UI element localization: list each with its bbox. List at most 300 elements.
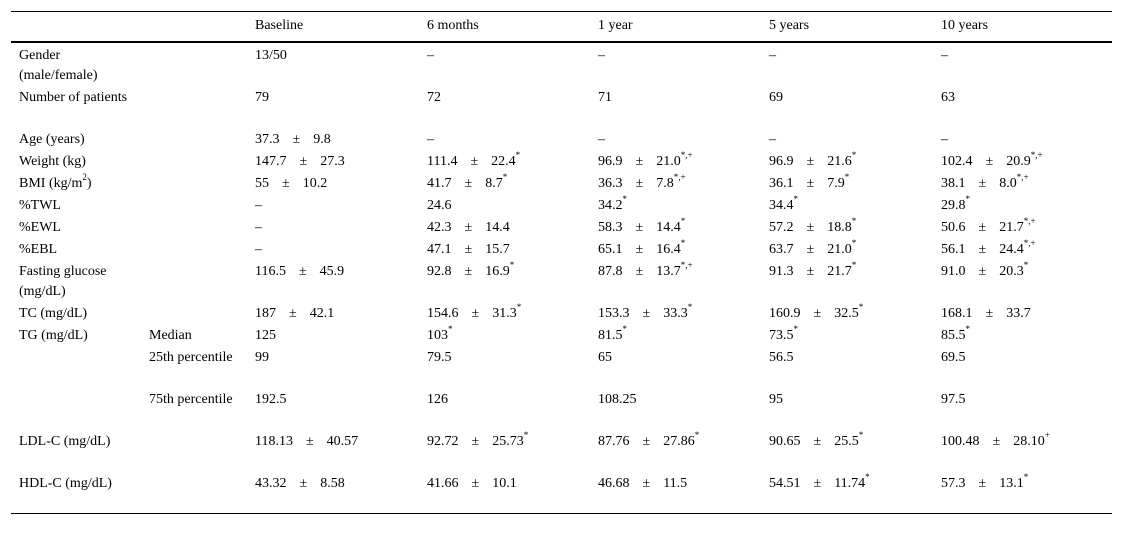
cell-mean: 116.5 bbox=[255, 263, 286, 279]
plus-minus-sign: ± bbox=[806, 219, 815, 235]
row-label-text: TG (mg/dL) bbox=[19, 327, 88, 343]
cell-6-months bbox=[419, 194, 590, 216]
cell-baseline bbox=[247, 430, 419, 472]
significance-marker: *,+ bbox=[1030, 149, 1043, 160]
cell-mean: 50.6 bbox=[941, 219, 966, 235]
row-sublabel bbox=[141, 216, 247, 238]
header-cell-sub bbox=[141, 12, 247, 42]
cell-mean: 36.1 bbox=[769, 175, 794, 191]
row-label bbox=[11, 472, 141, 514]
row-label-text: Fasting glucose (mg/dL) bbox=[19, 263, 107, 299]
plus-minus-sign: ± bbox=[806, 175, 815, 191]
row-label bbox=[11, 150, 141, 172]
cell-baseline bbox=[247, 194, 419, 216]
plus-minus-sign: ± bbox=[470, 153, 479, 169]
cell-mean: 187 bbox=[255, 305, 276, 321]
significance-marker: * bbox=[858, 429, 864, 440]
cell-value: 13/50 bbox=[255, 47, 287, 63]
cell-value: – bbox=[769, 47, 776, 63]
cell-value: 97.5 bbox=[941, 391, 966, 407]
cell-baseline bbox=[247, 388, 419, 430]
cell-mean: 91.0 bbox=[941, 263, 966, 279]
cell-mean: 147.7 bbox=[255, 153, 287, 169]
cell-sd: 10.2 bbox=[302, 175, 328, 191]
row-label bbox=[11, 324, 141, 346]
cell-1-year bbox=[590, 302, 761, 324]
significance-marker: * bbox=[865, 471, 870, 482]
row-label bbox=[11, 216, 141, 238]
cell-value: 85.5 bbox=[941, 327, 966, 343]
table-row bbox=[11, 430, 1112, 472]
cell-mean: 111.4 bbox=[427, 153, 458, 169]
cell-10-years bbox=[933, 194, 1112, 216]
cell-6-months bbox=[419, 346, 590, 388]
significance-marker: * bbox=[793, 193, 798, 204]
header-cell-label bbox=[11, 12, 141, 42]
cell-mean: 38.1 bbox=[941, 175, 966, 191]
plus-minus-sign: ± bbox=[635, 241, 644, 257]
cell-baseline bbox=[247, 238, 419, 260]
cell-10-years bbox=[933, 472, 1112, 514]
cell-sd: 7.8 bbox=[656, 175, 674, 191]
cell-sd: 16.9 bbox=[485, 263, 510, 279]
significance-marker: *,+ bbox=[1016, 171, 1029, 182]
cell-value: 108.25 bbox=[598, 391, 637, 407]
plus-minus-sign: ± bbox=[464, 219, 473, 235]
cell-1-year bbox=[590, 346, 761, 388]
plus-minus-sign: ± bbox=[299, 475, 308, 491]
cell-5-years bbox=[761, 472, 933, 514]
cell-sd: 7.9 bbox=[827, 175, 845, 191]
plus-minus-sign: ± bbox=[806, 263, 815, 279]
header-cell-6-months: 6 months bbox=[427, 18, 479, 34]
significance-marker: * bbox=[851, 259, 857, 270]
significance-marker: * bbox=[851, 215, 857, 226]
table-row bbox=[11, 172, 1112, 194]
plus-minus-sign: ± bbox=[292, 131, 301, 147]
cell-value: 34.4 bbox=[769, 197, 794, 213]
cell-1-year bbox=[590, 430, 761, 472]
plus-minus-sign: ± bbox=[813, 475, 822, 491]
plus-minus-sign: ± bbox=[464, 241, 473, 257]
cell-1-year bbox=[590, 238, 761, 260]
cell-5-years bbox=[761, 150, 933, 172]
cell-1-year bbox=[590, 388, 761, 430]
cell-value: 56.5 bbox=[769, 349, 794, 365]
row-label-text: %EBL bbox=[19, 241, 58, 257]
row-sublabel bbox=[141, 128, 247, 150]
plus-minus-sign: ± bbox=[464, 263, 473, 279]
row-label-text: Age (years) bbox=[19, 131, 85, 147]
row-label bbox=[11, 172, 141, 194]
row-label-text: Gender (male/female) bbox=[19, 47, 98, 83]
row-label bbox=[11, 346, 141, 388]
cell-mean: 47.1 bbox=[427, 241, 452, 257]
header-cell-1-year: 1 year bbox=[598, 18, 633, 34]
cell-sd: 14.4 bbox=[656, 219, 681, 235]
cell-sd: 28.10 bbox=[1013, 433, 1045, 449]
row-label-text: %TWL bbox=[19, 197, 61, 213]
significance-marker: * bbox=[448, 323, 453, 334]
cell-sd: 20.9 bbox=[1006, 153, 1031, 169]
cell-value: 125 bbox=[255, 327, 276, 343]
row-label-superscript: 2 bbox=[82, 171, 87, 182]
cell-10-years bbox=[933, 260, 1112, 302]
cell-1-year bbox=[590, 216, 761, 238]
cell-sd: 27.3 bbox=[320, 153, 345, 169]
cell-mean: 154.6 bbox=[427, 305, 459, 321]
significance-marker: *,+ bbox=[680, 149, 693, 160]
table-row bbox=[11, 128, 1112, 150]
significance-marker: * bbox=[509, 259, 515, 270]
plus-minus-sign: ± bbox=[282, 175, 290, 191]
table-row bbox=[11, 86, 1112, 128]
cell-value: 69 bbox=[769, 89, 783, 105]
cell-mean: 102.4 bbox=[941, 153, 973, 169]
plus-minus-sign: ± bbox=[813, 305, 822, 321]
plus-minus-sign: ± bbox=[635, 263, 644, 279]
cell-mean: 87.76 bbox=[598, 433, 630, 449]
plus-minus-sign: ± bbox=[978, 219, 987, 235]
plus-minus-sign: ± bbox=[978, 241, 987, 257]
cell-baseline bbox=[247, 260, 419, 302]
cell-value: – bbox=[255, 197, 262, 213]
cell-mean: 54.51 bbox=[769, 475, 801, 491]
plus-minus-sign: ± bbox=[806, 241, 815, 257]
header-cell-5-years: 5 years bbox=[769, 18, 810, 34]
significance-marker: * bbox=[1023, 471, 1029, 482]
table-row bbox=[11, 194, 1112, 216]
cell-sd: 8.0 bbox=[999, 175, 1017, 191]
cell-baseline bbox=[247, 86, 419, 128]
row-sublabel bbox=[141, 472, 247, 514]
cell-value: – bbox=[255, 241, 262, 257]
cell-mean: 46.68 bbox=[598, 475, 630, 491]
cell-value: 79 bbox=[255, 89, 269, 105]
cell-value: – bbox=[769, 131, 776, 147]
cell-5-years bbox=[761, 172, 933, 194]
cell-5-years bbox=[761, 128, 933, 150]
cell-value: 24.6 bbox=[427, 197, 452, 213]
significance-marker: * bbox=[515, 149, 521, 160]
cell-mean: 96.9 bbox=[598, 153, 623, 169]
cell-6-months bbox=[419, 86, 590, 128]
row-sublabel bbox=[141, 302, 247, 324]
header-row bbox=[11, 12, 1112, 42]
plus-minus-sign: ± bbox=[806, 153, 815, 169]
plus-minus-sign: ± bbox=[985, 305, 994, 321]
plus-minus-sign: ± bbox=[978, 263, 987, 279]
table-row bbox=[11, 302, 1112, 324]
cell-sd: 13.7 bbox=[656, 263, 681, 279]
cell-mean: 57.3 bbox=[941, 475, 966, 491]
cell-mean: 118.13 bbox=[255, 433, 293, 449]
row-label bbox=[11, 128, 141, 150]
cell-sd: 14.4 bbox=[485, 219, 510, 235]
cell-sd: 9.8 bbox=[313, 131, 331, 147]
cell-sd: 10.1 bbox=[492, 475, 517, 491]
cell-mean: 87.8 bbox=[598, 263, 623, 279]
significance-marker: * bbox=[858, 301, 864, 312]
cell-6-months bbox=[419, 430, 590, 472]
cell-value: – bbox=[427, 131, 434, 147]
cell-value: 34.2 bbox=[598, 197, 623, 213]
row-sublabel bbox=[141, 172, 247, 194]
table-row bbox=[11, 346, 1112, 388]
cell-sd: 25.5 bbox=[834, 433, 859, 449]
plus-minus-sign: ± bbox=[471, 475, 480, 491]
cell-1-year bbox=[590, 324, 761, 346]
row-label bbox=[11, 86, 141, 128]
table-row bbox=[11, 260, 1112, 302]
plus-minus-sign: ± bbox=[642, 475, 651, 491]
cell-6-months bbox=[419, 302, 590, 324]
cell-10-years bbox=[933, 388, 1112, 430]
table-body bbox=[11, 42, 1112, 514]
cell-value: 103 bbox=[427, 327, 448, 343]
cell-mean: 100.48 bbox=[941, 433, 980, 449]
cell-baseline bbox=[247, 302, 419, 324]
significance-marker: * bbox=[851, 237, 857, 248]
cell-10-years bbox=[933, 128, 1112, 150]
cell-mean: 92.8 bbox=[427, 263, 452, 279]
data-table bbox=[11, 11, 1112, 514]
row-sublabel bbox=[141, 260, 247, 302]
row-sublabel: Median bbox=[149, 327, 192, 343]
cell-10-years bbox=[933, 430, 1112, 472]
cell-6-months bbox=[419, 216, 590, 238]
cell-mean: 91.3 bbox=[769, 263, 794, 279]
cell-5-years bbox=[761, 430, 933, 472]
cell-baseline bbox=[247, 42, 419, 86]
significance-marker: * bbox=[680, 237, 686, 248]
cell-6-months bbox=[419, 172, 590, 194]
cell-6-months bbox=[419, 260, 590, 302]
header-cell-10-years: 10 years bbox=[941, 18, 989, 34]
cell-baseline bbox=[247, 128, 419, 150]
row-label bbox=[11, 388, 141, 430]
cell-sd: 25.73 bbox=[492, 433, 524, 449]
cell-mean: 57.2 bbox=[769, 219, 794, 235]
cell-mean: 41.7 bbox=[427, 175, 452, 191]
cell-1-year bbox=[590, 260, 761, 302]
cell-mean: 43.32 bbox=[255, 475, 287, 491]
cell-mean: 90.65 bbox=[769, 433, 801, 449]
table-row bbox=[11, 324, 1112, 346]
row-label bbox=[11, 260, 141, 302]
plus-minus-sign: ± bbox=[635, 219, 644, 235]
cell-sd: 21.7 bbox=[999, 219, 1024, 235]
cell-10-years bbox=[933, 150, 1112, 172]
cell-sd: 13.1 bbox=[999, 475, 1024, 491]
cell-1-year bbox=[590, 86, 761, 128]
cell-sd: 8.58 bbox=[320, 475, 345, 491]
cell-value: – bbox=[941, 47, 948, 63]
cell-10-years bbox=[933, 238, 1112, 260]
plus-minus-sign: ± bbox=[642, 433, 651, 449]
cell-mean: 92.72 bbox=[427, 433, 459, 449]
row-label-text: TC (mg/dL) bbox=[19, 305, 88, 321]
cell-10-years bbox=[933, 324, 1112, 346]
table-row bbox=[11, 150, 1112, 172]
cell-1-year bbox=[590, 42, 761, 86]
cell-10-years bbox=[933, 346, 1112, 388]
significance-marker: *,+ bbox=[1023, 237, 1036, 248]
cell-sd: 45.9 bbox=[319, 263, 345, 279]
cell-sd: 33.3 bbox=[663, 305, 688, 321]
plus-minus-sign: ± bbox=[635, 175, 644, 191]
row-label-text: HDL-C (mg/dL) bbox=[19, 475, 112, 491]
cell-5-years bbox=[761, 388, 933, 430]
cell-mean: 96.9 bbox=[769, 153, 794, 169]
cell-baseline bbox=[247, 324, 419, 346]
significance-marker: * bbox=[680, 215, 686, 226]
table-row bbox=[11, 388, 1112, 430]
cell-6-months bbox=[419, 150, 590, 172]
cell-sd: 32.5 bbox=[834, 305, 859, 321]
significance-marker: * bbox=[622, 323, 627, 334]
cell-mean: 58.3 bbox=[598, 219, 623, 235]
cell-6-months bbox=[419, 128, 590, 150]
significance-marker: * bbox=[851, 149, 857, 160]
plus-minus-sign: ± bbox=[464, 175, 473, 191]
row-label bbox=[11, 194, 141, 216]
cell-sd: 15.7 bbox=[485, 241, 510, 257]
cell-value: 81.5 bbox=[598, 327, 623, 343]
plus-minus-sign: ± bbox=[471, 305, 480, 321]
plus-minus-sign: ± bbox=[992, 433, 1001, 449]
cell-value: – bbox=[598, 131, 605, 147]
cell-baseline bbox=[247, 172, 419, 194]
cell-mean: 65.1 bbox=[598, 241, 623, 257]
plus-minus-sign: ± bbox=[471, 433, 480, 449]
cell-mean: 41.66 bbox=[427, 475, 459, 491]
cell-1-year bbox=[590, 128, 761, 150]
cell-sd: 22.4 bbox=[491, 153, 516, 169]
cell-10-years bbox=[933, 172, 1112, 194]
cell-1-year bbox=[590, 172, 761, 194]
cell-sd: 42.1 bbox=[309, 305, 335, 321]
cell-sd: 8.7 bbox=[485, 175, 503, 191]
cell-1-year bbox=[590, 194, 761, 216]
cell-mean: 36.3 bbox=[598, 175, 623, 191]
significance-marker: * bbox=[965, 323, 970, 334]
cell-value: 73.5 bbox=[769, 327, 794, 343]
cell-value: – bbox=[255, 219, 262, 235]
row-label bbox=[11, 238, 141, 260]
row-label bbox=[11, 42, 141, 86]
cell-sd: 18.8 bbox=[827, 219, 852, 235]
row-label-text: %EWL bbox=[19, 219, 61, 235]
cell-baseline bbox=[247, 472, 419, 514]
cell-sd: 21.0 bbox=[656, 153, 681, 169]
cell-sd: 31.3 bbox=[492, 305, 517, 321]
cell-6-months bbox=[419, 388, 590, 430]
cell-5-years bbox=[761, 86, 933, 128]
cell-10-years bbox=[933, 216, 1112, 238]
cell-6-months bbox=[419, 324, 590, 346]
data-table-container bbox=[11, 11, 1112, 514]
significance-marker: * bbox=[793, 323, 798, 334]
cell-mean: 168.1 bbox=[941, 305, 973, 321]
row-label-text: Weight (kg) bbox=[19, 153, 86, 169]
cell-sd: 21.0 bbox=[827, 241, 852, 257]
significance-marker: * bbox=[1023, 259, 1029, 270]
significance-marker: * bbox=[694, 429, 700, 440]
cell-value: 126 bbox=[427, 391, 448, 407]
row-sublabel bbox=[141, 42, 247, 86]
row-label-text: BMI (kg/m bbox=[19, 175, 83, 191]
significance-marker: * bbox=[523, 429, 529, 440]
significance-marker: * bbox=[622, 193, 627, 204]
cell-sd: 21.6 bbox=[827, 153, 852, 169]
cell-10-years bbox=[933, 86, 1112, 128]
cell-value: 95 bbox=[769, 391, 783, 407]
cell-mean: 56.1 bbox=[941, 241, 966, 257]
significance-marker: * bbox=[965, 193, 970, 204]
cell-sd: 11.5 bbox=[663, 475, 688, 491]
table-row bbox=[11, 42, 1112, 86]
plus-minus-sign: ± bbox=[298, 263, 307, 279]
cell-baseline bbox=[247, 216, 419, 238]
cell-baseline bbox=[247, 150, 419, 172]
significance-marker: *,+ bbox=[1023, 215, 1036, 226]
cell-5-years bbox=[761, 216, 933, 238]
cell-5-years bbox=[761, 238, 933, 260]
cell-5-years bbox=[761, 324, 933, 346]
significance-marker: * bbox=[687, 301, 693, 312]
cell-value: 99 bbox=[255, 349, 269, 365]
plus-minus-sign: ± bbox=[978, 175, 987, 191]
cell-5-years bbox=[761, 42, 933, 86]
plus-minus-sign: ± bbox=[305, 433, 314, 449]
cell-value: – bbox=[427, 47, 434, 63]
row-label bbox=[11, 430, 141, 472]
cell-5-years bbox=[761, 346, 933, 388]
cell-sd: 27.86 bbox=[663, 433, 695, 449]
cell-10-years bbox=[933, 302, 1112, 324]
cell-sd: 21.7 bbox=[827, 263, 852, 279]
significance-marker: * bbox=[502, 171, 508, 182]
plus-minus-sign: ± bbox=[985, 153, 994, 169]
cell-value: 192.5 bbox=[255, 391, 287, 407]
table-row bbox=[11, 238, 1112, 260]
cell-1-year bbox=[590, 150, 761, 172]
significance-marker: *,+ bbox=[673, 171, 686, 182]
cell-value: 63 bbox=[941, 89, 955, 105]
cell-mean: 42.3 bbox=[427, 219, 452, 235]
cell-mean: 37.3 bbox=[255, 131, 280, 147]
table-row bbox=[11, 216, 1112, 238]
significance-marker: + bbox=[1044, 429, 1050, 440]
cell-6-months bbox=[419, 238, 590, 260]
table-header bbox=[11, 12, 1112, 42]
header-cell-baseline: Baseline bbox=[255, 18, 304, 34]
cell-sd: 20.3 bbox=[999, 263, 1024, 279]
cell-5-years bbox=[761, 194, 933, 216]
cell-1-year bbox=[590, 472, 761, 514]
cell-mean: 153.3 bbox=[598, 305, 630, 321]
cell-sd: 24.4 bbox=[999, 241, 1024, 257]
row-sublabel: 25th percentile bbox=[149, 349, 233, 365]
cell-sd: 11.74 bbox=[834, 475, 866, 491]
row-label-end: ) bbox=[86, 175, 92, 191]
cell-value: 71 bbox=[598, 89, 612, 105]
significance-marker: * bbox=[516, 301, 522, 312]
cell-mean: 160.9 bbox=[769, 305, 801, 321]
table-row bbox=[11, 472, 1112, 514]
row-label-text: LDL-C (mg/dL) bbox=[19, 433, 111, 449]
